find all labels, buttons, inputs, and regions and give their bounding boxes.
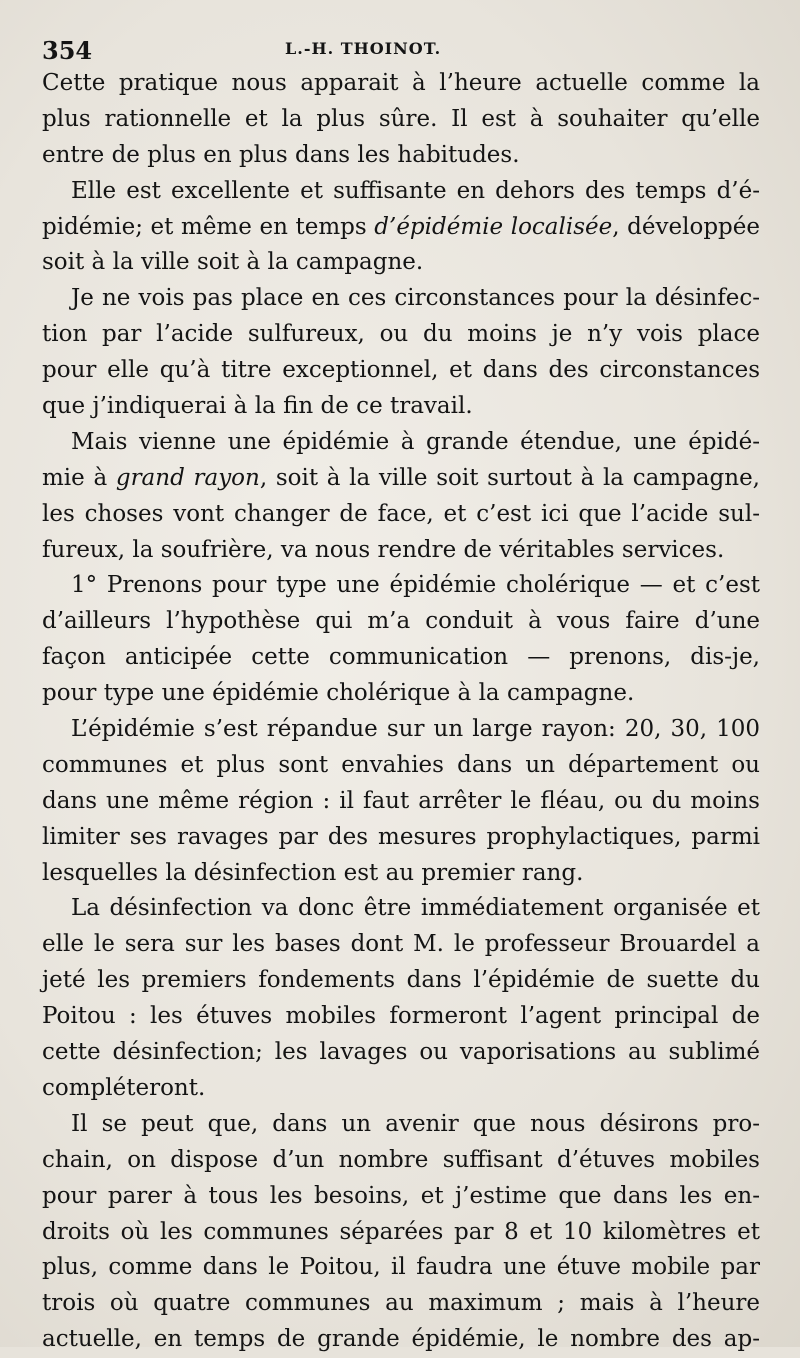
text-line: 1° Prenons pour type une épidémie cholérique — et c’est bbox=[71, 572, 760, 599]
text-line: dans une même région : il faut arrêter le fléau, ou du moins bbox=[42, 787, 760, 814]
page-number: 354 bbox=[42, 36, 93, 65]
text-line: façon anticipée cette communication — prenons, dis-je, bbox=[42, 644, 760, 671]
text-line: elle le sera sur les bases dont M. le professeur Brouardel a bbox=[42, 931, 760, 958]
italic-phrase: grand rayon bbox=[115, 464, 260, 491]
text-line: Poitou : les étuves mobiles formeront l’agent principal de bbox=[42, 1003, 760, 1030]
text-run: mie à bbox=[42, 464, 116, 491]
text-line: Mais vienne une épidémie à grande étendue, une épidé- bbox=[71, 428, 760, 455]
text-line: plus, comme dans le Poitou, il faudra une étuve mobile par bbox=[42, 1254, 760, 1281]
text-line: d’ailleurs l’hypothèse qui m’a conduit à vous faire d’une bbox=[42, 608, 760, 635]
text-line: trois où quatre communes au maximum ; mais à l’heure bbox=[42, 1290, 760, 1317]
text-line: Je ne vois pas place en ces circonstances pour la désinfec- bbox=[71, 285, 760, 312]
text-line: Cette pratique nous apparait à l’heure actuelle comme la bbox=[42, 70, 760, 96]
text-line: cette désinfection; les lavages ou vaporisations au sublimé bbox=[42, 1039, 760, 1066]
page-header bbox=[42, 36, 758, 70]
text-line: Il se peut que, dans un avenir que nous désirons pro- bbox=[71, 1110, 760, 1137]
text-line: soit à la ville soit à la campagne. bbox=[42, 249, 424, 276]
text-line: lesquelles la désinfection est au premier rang. bbox=[42, 859, 584, 886]
text-line: pour parer à tous les besoins, et j’estime que dans les en- bbox=[42, 1182, 760, 1209]
text-line: La désinfection va donc être immédiatement organisée et bbox=[71, 895, 760, 922]
text-line: entre de plus en plus dans les habitudes. bbox=[42, 141, 520, 168]
text-run: , développée bbox=[612, 213, 760, 240]
text-line: plus rationnelle et la plus sûre. Il est à souhaiter qu’elle bbox=[42, 105, 760, 132]
text-line: Elle est excellente et suffisante en dehors des temps d’é- bbox=[71, 177, 760, 204]
text-line: jeté les premiers fondements dans l’épidémie de suette du bbox=[42, 967, 760, 994]
running-head: L.-H. THOINOT. bbox=[285, 39, 442, 58]
italic-phrase: d’épidémie localisée bbox=[374, 213, 613, 240]
text-line bbox=[42, 461, 760, 497]
text-line bbox=[42, 210, 760, 246]
text-line: droits où les communes séparées par 8 et 10 kilomètres et bbox=[42, 1218, 760, 1245]
text-line: que j’indiquerai à la fin de ce travail. bbox=[42, 393, 473, 420]
text-run: , soit à la ville soit surtout à la campagne, bbox=[259, 464, 760, 491]
text-line: les choses vont changer de face, et c’est ici que l’acide sul- bbox=[42, 500, 760, 527]
text-line: compléteront. bbox=[42, 1074, 206, 1101]
text-line: pour elle qu’à titre exceptionnel, et dans des circonstances bbox=[42, 357, 760, 384]
text-line: chain, on dispose d’un nombre suffisant d’étuves mobiles bbox=[42, 1146, 760, 1173]
text-line: communes et plus sont envahies dans un département ou bbox=[42, 751, 760, 778]
text-line: pour type une épidémie cholérique à la campagne. bbox=[42, 680, 635, 707]
text-line: limiter ses ravages par des mesures prophylactiques, parmi bbox=[42, 823, 760, 850]
text-line: fureux, la soufrière, va nous rendre de véritables services. bbox=[42, 536, 725, 563]
body-text bbox=[42, 66, 760, 1358]
text-line: tion par l’acide sulfureux, ou du moins je n’y vois place bbox=[42, 321, 760, 348]
text-line: L’épidémie s’est répandue sur un large rayon: 20, 30, 100 bbox=[71, 716, 760, 743]
text-run: pidémie; et même en temps bbox=[42, 213, 375, 240]
text-line: actuelle, en temps de grande épidémie, le nombre des ap- bbox=[42, 1326, 760, 1353]
